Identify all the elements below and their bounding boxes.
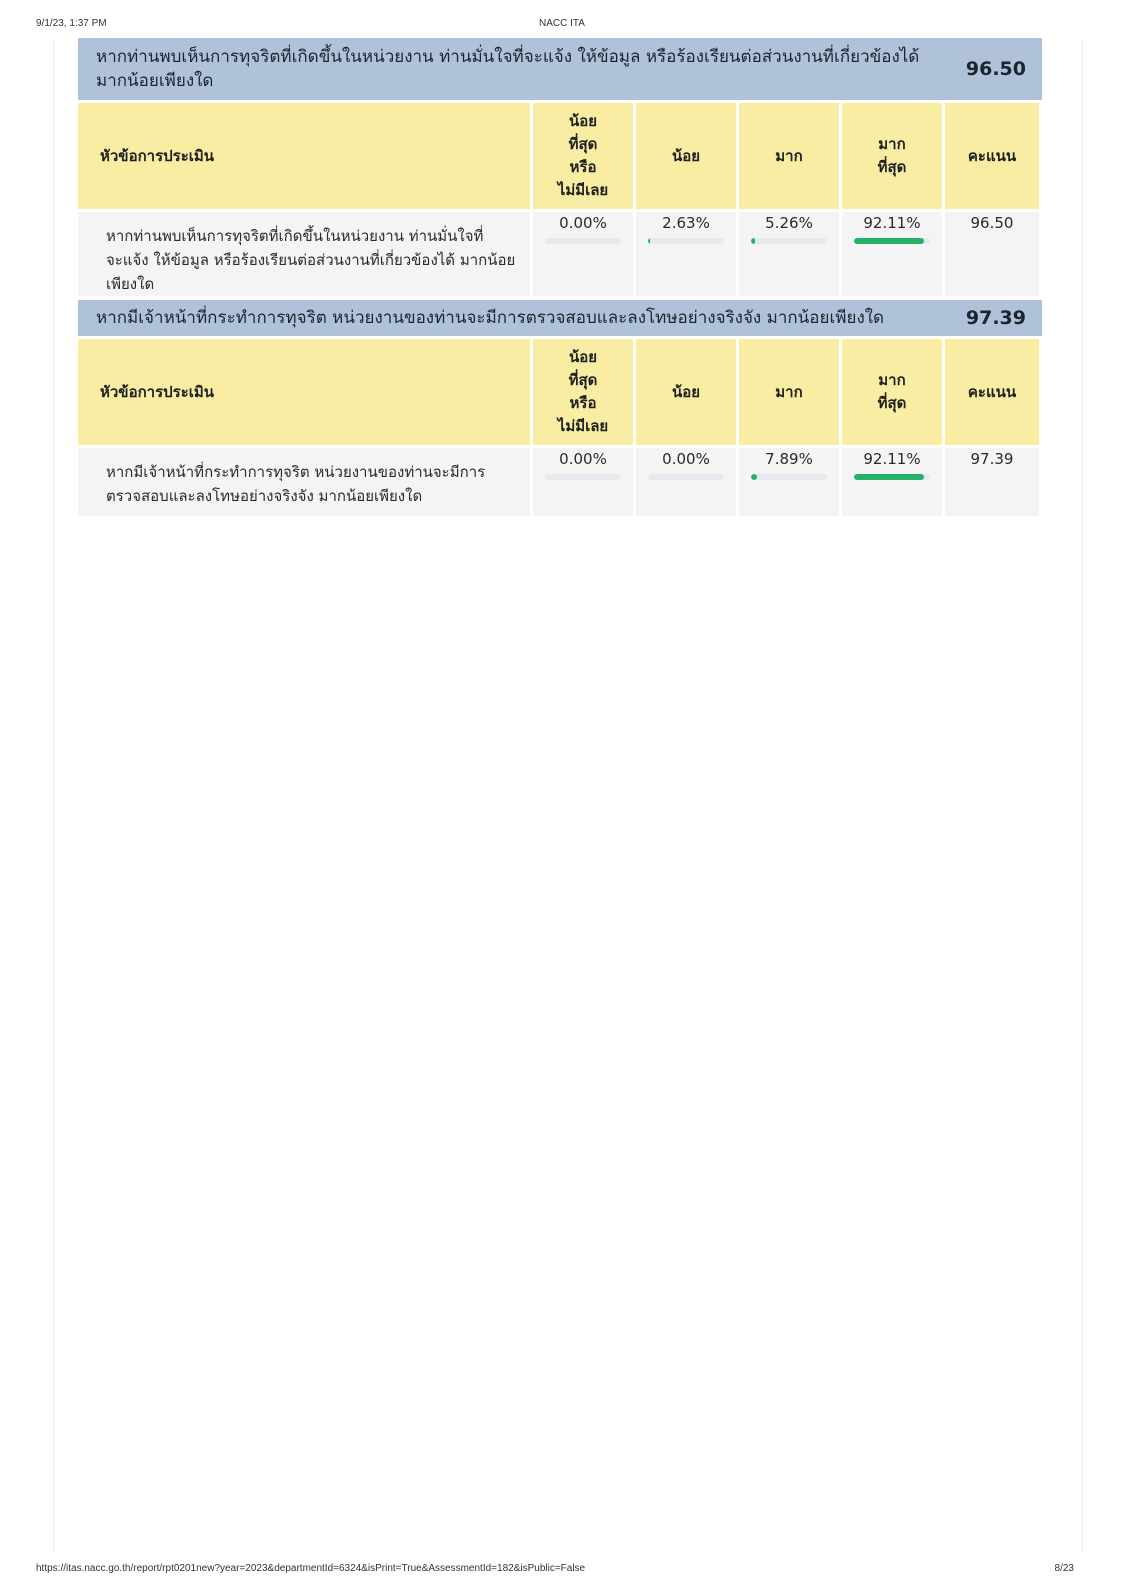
cell-least [533,212,633,296]
section-title: หากท่านพบเห็นการทุจริตที่เกิดขึ้นในหน่วยงาน ท่านมั่นใจที่จะแจ้ง ให้ข้อมูล หรือร้องเรียนต่อส่วนงานที่เกี่ยวข้องได้ มากน้อยเพียงใด [96,47,920,91]
page-number: 8/23 [1054,1563,1074,1574]
progress-fill [751,474,757,480]
section-score: 96.50 [965,58,1026,80]
header-score: คะแนน [945,339,1039,445]
section-title: หากมีเจ้าหน้าที่กระทำการทุจริต หน่วยงานของท่านจะมีการตรวจสอบและลงโทษอย่างจริงจัง มากน้อยเพียงใด [96,308,885,328]
row-topic: หากท่านพบเห็นการทุจริตที่เกิดขึ้นในหน่วยงาน ท่านมั่นใจที่จะแจ้ง ให้ข้อมูล หรือร้องเรียนต่อส่วนงานที่เกี่ยวข้องได้ มากน้อยเพียงใด [78,212,530,296]
assessment-section-2 [78,300,1042,519]
progress-fill [751,238,755,244]
assessment-section-1 [78,38,1042,299]
cell-little [636,212,736,296]
cell-most [842,448,942,516]
cell-much [739,212,839,296]
header-least-line-2: ที่สุด [568,371,598,389]
header-least-line-4: ไม่มีเลย [557,417,609,435]
header-least-line-2: ที่สุด [568,135,598,153]
assessment-table [75,336,1042,519]
progress-track [854,238,930,244]
progress-track [751,238,827,244]
percent-label: 92.11% [863,214,921,232]
section-header [78,38,1042,100]
header-most-line-2: ที่สุด [877,158,907,176]
percent-label: 0.00% [662,450,710,468]
progress-track [854,474,930,480]
header-most-line-1: มาก [878,135,906,153]
progress-fill [854,474,924,480]
percent-label: 5.26% [765,214,813,232]
header-much: มาก [739,339,839,445]
print-title: NACC ITA [539,18,585,29]
header-most [842,339,942,445]
header-least-line-1: น้อย [568,348,598,366]
progress-track [751,474,827,480]
header-most-line-1: มาก [878,371,906,389]
percent-label: 7.89% [765,450,813,468]
header-least-line-3: หรือ [569,158,597,176]
print-footer [0,1563,1124,1579]
percent-label: 0.00% [559,214,607,232]
progress-track [545,474,621,480]
header-least-line-3: หรือ [569,394,597,412]
progress-track [648,474,724,480]
table-row [78,448,1039,516]
header-least [533,103,633,209]
header-much: มาก [739,103,839,209]
cell-most [842,212,942,296]
header-least-line-1: น้อย [568,112,598,130]
section-score: 97.39 [965,307,1026,329]
header-little: น้อย [636,339,736,445]
cell-little [636,448,736,516]
header-least-line-4: ไม่มีเลย [557,181,609,199]
print-header [0,18,1124,34]
percent-label: 92.11% [863,450,921,468]
header-least [533,339,633,445]
row-topic: หากมีเจ้าหน้าที่กระทำการทุจริต หน่วยงานของท่านจะมีการตรวจสอบและลงโทษอย่างจริงจัง มากน้อยเพียงใด [78,448,530,516]
table-row [78,212,1039,296]
progress-track [648,238,724,244]
progress-track [545,238,621,244]
table-header-row [78,339,1039,445]
header-little: น้อย [636,103,736,209]
cell-much [739,448,839,516]
header-most [842,103,942,209]
header-score: คะแนน [945,103,1039,209]
percent-label: 2.63% [662,214,710,232]
header-topic: หัวข้อการประเมิน [78,103,530,209]
print-url: https://itas.nacc.go.th/report/rpt0201new?year=2023&departmentId=6324&isPrint=True&AssessmentId=182&isPublic=False [36,1563,586,1574]
progress-fill [854,238,924,244]
cell-score: 97.39 [945,448,1039,516]
cell-least [533,448,633,516]
progress-fill [648,238,650,244]
header-most-line-2: ที่สุด [877,394,907,412]
section-header [78,300,1042,336]
percent-label: 0.00% [559,450,607,468]
cell-score: 96.50 [945,212,1039,296]
print-datetime: 9/1/23, 1:37 PM [36,18,107,29]
header-topic: หัวข้อการประเมิน [78,339,530,445]
assessment-table [75,100,1042,299]
table-header-row [78,103,1039,209]
